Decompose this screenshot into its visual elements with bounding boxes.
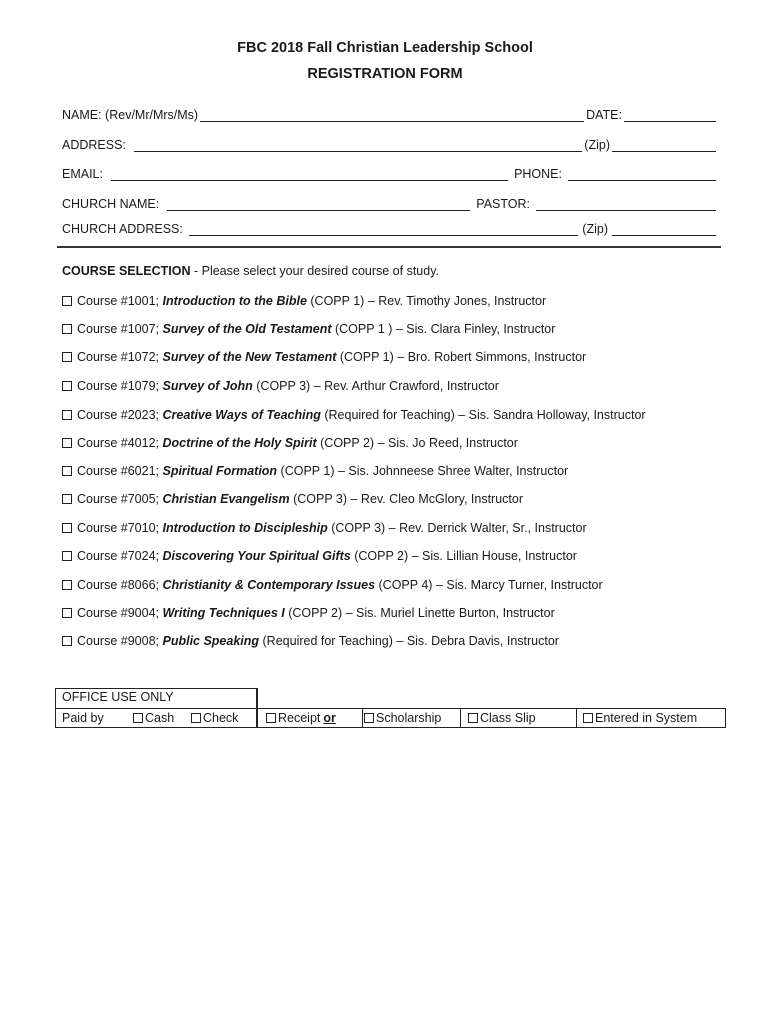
paid-by-label: Paid by bbox=[62, 711, 104, 725]
pastor-label: PASTOR: bbox=[476, 197, 530, 211]
check-checkbox[interactable] bbox=[191, 713, 201, 723]
church-address-row bbox=[62, 218, 718, 236]
course-option[interactable] bbox=[62, 294, 546, 308]
name-date-row bbox=[62, 104, 718, 122]
course-title: Introduction to Discipleship bbox=[162, 521, 328, 535]
course-title: Survey of the Old Testament bbox=[162, 322, 332, 336]
course-title: Christian Evangelism bbox=[162, 492, 290, 506]
course-option[interactable] bbox=[62, 549, 577, 563]
zip-label: (Zip) bbox=[584, 138, 610, 152]
date-field[interactable] bbox=[624, 107, 716, 122]
course-option[interactable] bbox=[62, 492, 523, 506]
zip-field[interactable] bbox=[612, 137, 716, 152]
or-label: or bbox=[323, 711, 336, 725]
check-label: Check bbox=[203, 711, 239, 725]
course-selection-instruction: - Please select your desired course of study. bbox=[190, 264, 439, 278]
course-details: (COPP 2) – Sis. Lillian House, Instructor bbox=[350, 549, 577, 563]
course-details: (COPP 1 ) – Sis. Clara Finley, Instructor bbox=[331, 322, 556, 336]
course-checkbox[interactable] bbox=[62, 296, 72, 306]
course-checkbox[interactable] bbox=[62, 636, 72, 646]
class-slip-checkbox[interactable] bbox=[468, 713, 478, 723]
receipt-option[interactable] bbox=[266, 711, 336, 725]
email-field[interactable] bbox=[111, 166, 508, 181]
course-checkbox[interactable] bbox=[62, 438, 72, 448]
course-details: (COPP 1) – Sis. Johnneese Shree Walter, Instructor bbox=[277, 464, 569, 478]
course-details: (COPP 3) – Rev. Derrick Walter, Sr., Instructor bbox=[327, 521, 587, 535]
church-zip-label: (Zip) bbox=[582, 222, 608, 236]
form-title: FBC 2018 Fall Christian Leadership School bbox=[237, 40, 533, 56]
course-checkbox[interactable] bbox=[62, 466, 72, 476]
check-option[interactable] bbox=[191, 711, 238, 725]
church-address-label: CHURCH ADDRESS: bbox=[62, 222, 183, 236]
course-title: Survey of John bbox=[162, 379, 253, 393]
course-number: Course #1072; bbox=[77, 350, 163, 364]
course-number: Course #1079; bbox=[77, 379, 163, 393]
scholarship-label: Scholarship bbox=[376, 711, 442, 725]
phone-field[interactable] bbox=[568, 166, 716, 181]
scholarship-checkbox[interactable] bbox=[364, 713, 374, 723]
email-phone-row bbox=[62, 163, 718, 181]
office-cell-divider bbox=[576, 708, 577, 728]
course-number: Course #7005; bbox=[77, 492, 163, 506]
class-slip-label: Class Slip bbox=[480, 711, 536, 725]
email-label: EMAIL: bbox=[62, 167, 103, 181]
course-title: Survey of the New Testament bbox=[162, 350, 337, 364]
course-details: (COPP 2) – Sis. Muriel Linette Burton, Instructor bbox=[284, 606, 555, 620]
form-subtitle: REGISTRATION FORM bbox=[307, 66, 463, 82]
course-details: (COPP 2) – Sis. Jo Reed, Instructor bbox=[316, 436, 518, 450]
course-details: (COPP 1) – Rev. Timothy Jones, Instructor bbox=[306, 294, 547, 308]
entered-label: Entered in System bbox=[595, 711, 698, 725]
course-details: (Required for Teaching) – Sis. Sandra Holloway, Instructor bbox=[320, 408, 646, 422]
course-title: Writing Techniques I bbox=[162, 606, 285, 620]
entered-option[interactable] bbox=[583, 711, 697, 725]
course-title: Creative Ways of Teaching bbox=[162, 408, 321, 422]
course-checkbox[interactable] bbox=[62, 381, 72, 391]
address-field[interactable] bbox=[134, 137, 582, 152]
receipt-checkbox[interactable] bbox=[266, 713, 276, 723]
course-number: Course #6021; bbox=[77, 464, 163, 478]
course-checkbox[interactable] bbox=[62, 494, 72, 504]
entered-checkbox[interactable] bbox=[583, 713, 593, 723]
course-option[interactable] bbox=[62, 322, 555, 336]
course-checkbox[interactable] bbox=[62, 410, 72, 420]
course-option[interactable] bbox=[62, 408, 646, 422]
cash-checkbox[interactable] bbox=[133, 713, 143, 723]
cash-option[interactable] bbox=[133, 711, 174, 725]
name-field[interactable] bbox=[200, 107, 584, 122]
course-number: Course #1001; bbox=[77, 294, 163, 308]
office-use-heading: OFFICE USE ONLY bbox=[62, 690, 174, 704]
course-option[interactable] bbox=[62, 634, 559, 648]
course-number: Course #9008; bbox=[77, 634, 163, 648]
course-checkbox[interactable] bbox=[62, 551, 72, 561]
course-option[interactable] bbox=[62, 578, 603, 592]
course-checkbox[interactable] bbox=[62, 324, 72, 334]
section-divider bbox=[57, 246, 721, 248]
course-selection-label: COURSE SELECTION bbox=[62, 264, 191, 278]
scholarship-option[interactable] bbox=[364, 711, 441, 725]
pastor-field[interactable] bbox=[536, 196, 716, 211]
cash-label: Cash bbox=[145, 711, 175, 725]
course-details: (COPP 4) – Sis. Marcy Turner, Instructor bbox=[375, 578, 603, 592]
office-cell-divider bbox=[460, 708, 461, 728]
course-selection-heading bbox=[62, 264, 439, 278]
course-number: Course #2023; bbox=[77, 408, 163, 422]
course-checkbox[interactable] bbox=[62, 523, 72, 533]
receipt-label: Receipt bbox=[278, 711, 321, 725]
course-option[interactable] bbox=[62, 379, 499, 393]
course-title: Spiritual Formation bbox=[162, 464, 278, 478]
course-checkbox[interactable] bbox=[62, 580, 72, 590]
office-cell-divider bbox=[362, 708, 363, 728]
course-details: (Required for Teaching) – Sis. Debra Davis, Instructor bbox=[259, 634, 559, 648]
course-option[interactable] bbox=[62, 464, 568, 478]
course-option[interactable] bbox=[62, 350, 586, 364]
church-zip-field[interactable] bbox=[612, 221, 716, 236]
course-number: Course #8066; bbox=[77, 578, 163, 592]
course-title: Discovering Your Spiritual Gifts bbox=[162, 549, 351, 563]
phone-label: PHONE: bbox=[514, 167, 562, 181]
course-number: Course #7024; bbox=[77, 549, 163, 563]
course-checkbox[interactable] bbox=[62, 352, 72, 362]
course-number: Course #7010; bbox=[77, 521, 163, 535]
name-label: NAME: (Rev/Mr/Mrs/Ms) bbox=[62, 108, 199, 122]
course-checkbox[interactable] bbox=[62, 608, 72, 618]
course-title: Doctrine of the Holy Spirit bbox=[162, 436, 317, 450]
course-option[interactable] bbox=[62, 521, 587, 535]
course-number: Course #4012; bbox=[77, 436, 163, 450]
course-title: Public Speaking bbox=[162, 634, 260, 648]
church-address-field[interactable] bbox=[189, 221, 578, 236]
course-number: Course #9004; bbox=[77, 606, 163, 620]
office-divider bbox=[55, 708, 726, 709]
date-label: DATE: bbox=[586, 108, 622, 122]
course-option[interactable] bbox=[62, 436, 518, 450]
church-name-label: CHURCH NAME: bbox=[62, 197, 160, 211]
course-title: Christianity & Contemporary Issues bbox=[162, 578, 376, 592]
course-option[interactable] bbox=[62, 606, 555, 620]
address-row bbox=[62, 134, 718, 152]
church-name-field[interactable] bbox=[167, 196, 470, 211]
course-title: Introduction to the Bible bbox=[162, 294, 307, 308]
address-label: ADDRESS: bbox=[62, 138, 126, 152]
church-pastor-row bbox=[62, 193, 718, 211]
course-details: (COPP 1) – Bro. Robert Simmons, Instructor bbox=[336, 350, 587, 364]
course-details: (COPP 3) – Rev. Cleo McGlory, Instructor bbox=[289, 492, 524, 506]
class-slip-option[interactable] bbox=[468, 711, 536, 725]
course-details: (COPP 3) – Rev. Arthur Crawford, Instructor bbox=[252, 379, 499, 393]
course-number: Course #1007; bbox=[77, 322, 163, 336]
